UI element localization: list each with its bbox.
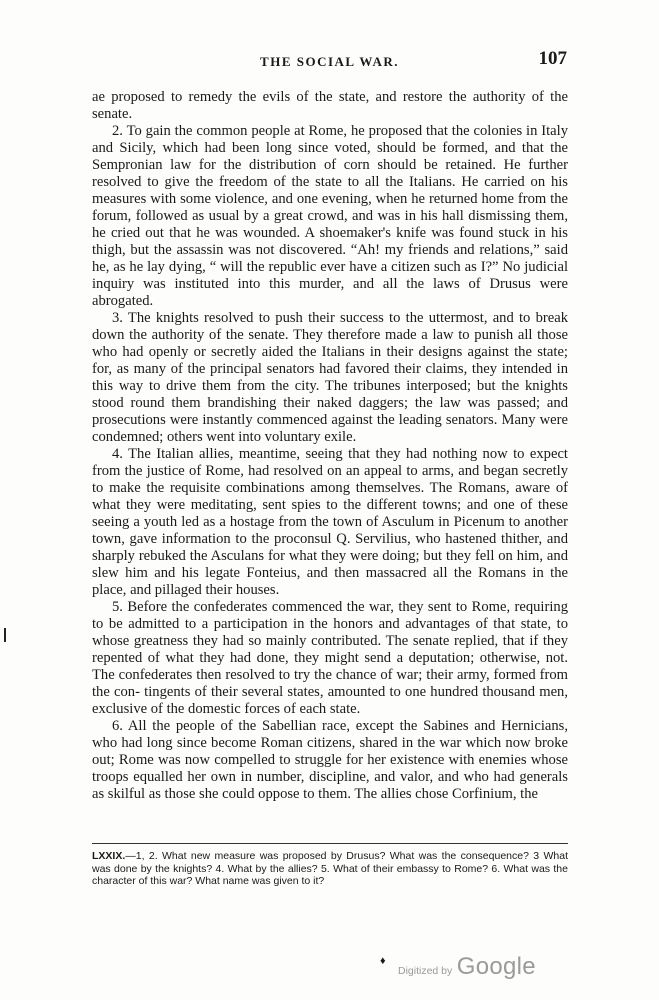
paragraph-5: 5. Before the confederates commenced the war, they sent to Rome, requiring to be admitted to a participation in the honors and advantages of that state, to whose greatness they had so mainly contributed. The senate replied, that if they repented of what they had done, they might send a deputation; otherwise, not. The confederates then resolved to try the chance of war; their army, formed from the con- tingents of their several states, amounted to one hundred thousand men, exclusive of the domestic forces of each state. bbox=[92, 599, 568, 717]
questions-label: LXXIX. bbox=[92, 850, 126, 862]
running-title: THE SOCIAL WAR. bbox=[260, 54, 399, 69]
watermark-brand: Google bbox=[456, 953, 536, 980]
paragraph-4: 4. The Italian allies, meantime, seeing that they had nothing now to expect from the justice of Rome, had resolved on an appeal to arms, and began secretly to make the requisite combinations among themselves. The Romans, aware of what they were meditating, sent spies to the different towns; and one of these seeing a youth led as a hostage from the town of Asculum in Picenum to another town, gave information to the proconsul Q. Servilius, who hastened thither, and sharply rebuked the Asculans for what they were doing; but they fell on him, and slew him and his legate Fonteius, and then massacred all the Romans in the place, and pillaged their houses. bbox=[92, 446, 568, 598]
footnote-divider bbox=[92, 843, 568, 844]
paragraph-2: 2. To gain the common people at Rome, he proposed that the colonies in Italy and Sicily, which had been long since voted, should be formed, and that the Sempronian law for the distribution of corn should be retained. He further resolved to give the freedom of the state to all the Italians. He carried on his measures with some violence, and one evening, when he returned home from the forum, followed as usual by a great crowd, and was in his hall dismissing them, he cried out that he was wounded. A shoemaker's knife was found stuck in his thigh, but the assassin was not discovered. “Ah! my friends and relations,” said he, as he lay dying, “ will the republic ever have a citizen such as I?” No judicial inquiry was instituted into this murder, and all the laws of Drusus were abrogated. bbox=[92, 123, 568, 309]
body-text bbox=[92, 89, 568, 803]
paragraph-6: 6. All the people of the Sabellian race, except the Sabines and Hernicians, who had long since become Roman citizens, shared in the war which now broke out; Rome was now compelled to struggle for her existence with enemies whose troops equalled her own in number, discipline, and valor, and who had generals as skilful as those she could oppose to them. The allies chose Corfinium, the bbox=[92, 718, 568, 802]
study-questions bbox=[92, 850, 568, 888]
page-number: 107 bbox=[538, 48, 567, 69]
printer-mark: ♦ bbox=[380, 955, 386, 967]
watermark-prefix: Digitized by bbox=[398, 965, 453, 977]
digitization-watermark bbox=[398, 953, 536, 981]
margin-mark bbox=[4, 628, 6, 642]
page-header bbox=[92, 48, 567, 74]
paragraph-continuation: ae proposed to remedy the evils of the state, and restore the authority of the senate. bbox=[92, 89, 568, 122]
paragraph-3: 3. The knights resolved to push their success to the uttermost, and to break down the authority of the senate. They therefore made a law to punish all those who had openly or secretly aided the Italians in their designs against the state; for, as many of the principal senators had favored their claims, they intended in this way to drive them from the city. The tribunes interposed; but the knights stood round them brandishing their naked daggers; the law was passed; and prosecutions were instantly commenced against the leading senators. Many were condemned; others went into voluntary exile. bbox=[92, 310, 568, 445]
questions-text: —1, 2. What new measure was proposed by Drusus? What was the consequence? 3 What was done by the knights? 4. What by the allies? 5. What of their embassy to Rome? 6. What was the character of this war? What name was given to it? bbox=[92, 850, 568, 887]
